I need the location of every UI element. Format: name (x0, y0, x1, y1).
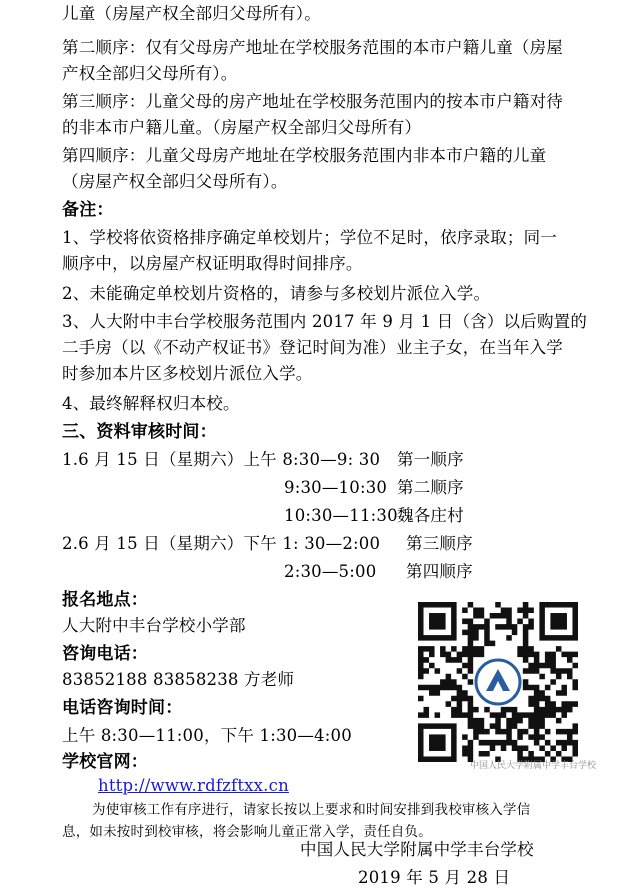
review-row-1-label: 第一顺序 (397, 450, 464, 469)
text-line: 的非本市户籍儿童。（房屋产权全部归父母所有） (62, 118, 422, 137)
note-line: 2、未能确定单校划片资格的，请参与多校划片派位入学。 (62, 284, 491, 303)
location-heading: 报名地点： (62, 590, 148, 610)
note-line: 1、学校将依资格排序确定单校划片；学位不足时，依序录取；同一 (62, 228, 557, 247)
phone-value: 83852188 83858238 方老师 (62, 670, 295, 689)
website-link[interactable]: http://www.rdfzftxx.cn (98, 776, 289, 795)
text-line: 第四顺序：儿童父母房产地址在学校服务范围内非本市户籍的儿童 (62, 146, 547, 165)
review-row-4-date: 2.6 月 15 日（星期六）下午 1: 30—2:00 (62, 534, 381, 553)
location-value: 人大附中丰台学校小学部 (62, 616, 246, 635)
hours-heading: 电话咨询时间： (62, 698, 183, 718)
review-row-1-date: 1.6 月 15 日（星期六）上午 8:30—9: 30 (62, 450, 381, 469)
review-row-3-time: 10:30—11:30 (284, 506, 398, 525)
text-line: 第二顺序：仅有父母房产地址在学校服务范围的本市户籍儿童（房屋 (62, 38, 563, 57)
text-line: 第三顺序：儿童父母的房产地址在学校服务范围内的按本市户籍对待 (62, 92, 563, 111)
footer-line-2: 息，如未按时到校审核，将会影响儿童正常入学，责任自负。 (62, 824, 432, 840)
footer-date: 2019 年 5 月 28 日 (358, 868, 511, 887)
footer-line-1: 为使审核工作有序进行，请家长按以上要求和时间安排到我校审核入学信 (92, 802, 531, 818)
review-heading: 三、资料审核时间： (62, 422, 217, 442)
website-heading: 学校官网： (62, 752, 148, 772)
text-line: 儿童（房屋产权全部归父母所有）。 (62, 4, 321, 23)
text-line: （房屋产权全部归父母所有）。 (62, 172, 288, 191)
note-line: 时参加本片区多校划片派位入学。 (62, 364, 313, 383)
footer-school-name: 中国人民大学附属中学丰台学校 (300, 840, 534, 859)
note-line: 3、人大附中丰台学校服务范围内 2017 年 9 月 1 日（含）以后购置的 (62, 312, 588, 331)
note-line: 顺序中，以房屋产权证明取得时间排序。 (62, 254, 363, 273)
watermark-text: 中国人民大学附属中学丰台学校 (470, 761, 597, 771)
review-row-2-time: 9:30—10:30 (284, 478, 388, 497)
note-line: 二手房（以《不动产权证书》登记时间为准）业主子女，在当年入学 (62, 338, 563, 357)
review-row-3-label: 魏各庄村 (397, 506, 464, 525)
qr-code-image (418, 602, 578, 762)
review-row-5-label: 第四顺序 (406, 562, 473, 581)
note-line: 4、最终解释权归本校。 (62, 394, 240, 413)
review-row-5-time: 2:30—5:00 (284, 562, 377, 581)
hours-value: 上午 8:30—11:00，下午 1:30—4:00 (62, 726, 352, 745)
text-line: 产权全部归父母所有）。 (62, 64, 238, 83)
review-row-2-label: 第二顺序 (397, 478, 464, 497)
review-row-4-label: 第三顺序 (406, 534, 473, 553)
notes-heading: 备注： (62, 200, 114, 220)
phone-heading: 咨询电话： (62, 644, 148, 664)
